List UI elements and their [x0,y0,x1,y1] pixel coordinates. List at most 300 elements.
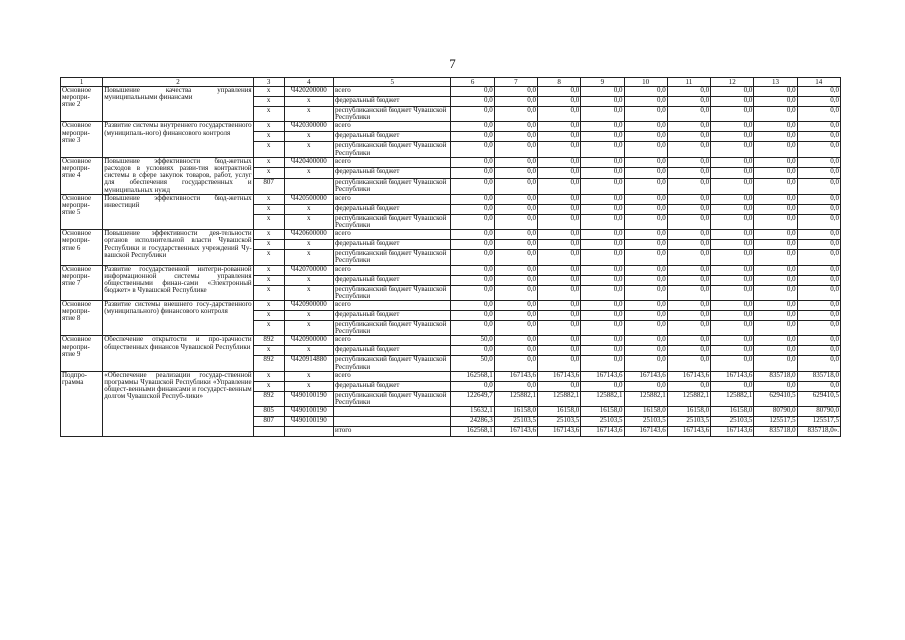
budget-class-code: x [284,381,333,391]
amount-cell: 0,0 [581,132,624,142]
funding-source: всего [334,265,451,275]
budget-class-code [284,427,333,437]
amount-cell: 0,0 [538,265,581,275]
amount-cell: 167143,6 [624,427,667,437]
executor-code: x [253,132,284,142]
amount-cell: 0,0 [624,214,667,229]
amount-cell: 50,0 [451,336,494,346]
amount-cell: 0,0 [581,178,624,194]
amount-cell: 0,0 [754,311,797,321]
program-label: Основное меропри-ятие 2 [61,87,103,122]
amount-cell: 0,0 [451,346,494,356]
amount-cell: 0,0 [538,321,581,336]
amount-cell: 0,0 [451,381,494,391]
budget-class-code: x [284,346,333,356]
amount-cell: 0,0 [581,265,624,275]
program-name: Повышение эффективности бюд-жетных расходов в условиях разви-тия контрактной системы в сфере закупок товаров, работ, услуг для обеспечения государственных и муниципальных нужд [104,157,252,194]
amount-cell: 125882,1 [494,391,537,406]
table-row [61,265,841,275]
amount-cell: 0,0 [797,301,840,311]
funding-source: федеральный бюджет [334,311,451,321]
amount-cell: 167143,6 [538,427,581,437]
amount-cell: 0,0 [711,381,754,391]
funding-source: республиканский бюджет Чувашской Республики [334,250,451,265]
amount-cell: 0,0 [581,381,624,391]
amount-cell: 167143,6 [581,371,624,381]
amount-cell: 0,0 [754,240,797,250]
amount-cell: 0,0 [494,301,537,311]
amount-cell: 0,0 [754,87,797,97]
amount-cell: 0,0 [711,230,754,240]
amount-cell: 16158,0 [624,407,667,417]
budget-class-code: Ч420900000 [284,301,333,311]
amount-cell: 50,0 [451,356,494,371]
amount-cell: 0,0 [538,214,581,229]
executor-code: 805 [253,407,284,417]
amount-cell: 0,0 [494,194,537,204]
amount-cell: 0,0 [754,285,797,300]
amount-cell: 0,0 [624,204,667,214]
amount-cell: 0,0 [494,275,537,285]
budget-table [60,77,841,437]
amount-cell: 0,0 [754,194,797,204]
amount-cell: 0,0 [494,356,537,371]
executor-code: 807 [253,417,284,427]
amount-cell: 0,0 [581,122,624,132]
amount-cell: 0,0 [581,301,624,311]
amount-cell: 0,0 [711,346,754,356]
amount-cell: 0,0 [494,214,537,229]
amount-cell: 0,0 [451,275,494,285]
program-name: Повышение эффективности дея-тельности органов исполнительной власти Чувашской Республики и государственных учреждений Чу-вашской Республики [103,230,253,265]
amount-cell: 16158,0 [667,407,710,417]
amount-cell: 0,0 [711,178,754,194]
amount-cell: 0,0 [451,285,494,300]
amount-cell: 0,0 [494,204,537,214]
amount-cell: 0,0 [797,275,840,285]
amount-cell: 0,0 [711,204,754,214]
executor-code: x [253,311,284,321]
program-label: Основное меропри-ятие 4 [61,157,103,194]
amount-cell: 0,0 [624,285,667,300]
amount-cell: 0,0 [754,356,797,371]
amount-cell: 0,0 [581,97,624,107]
amount-cell: 0,0 [581,250,624,265]
amount-cell: 0,0 [797,87,840,97]
amount-cell: 0,0 [667,87,710,97]
executor-code: x [253,371,284,381]
budget-class-code: x [284,371,333,381]
amount-cell: 835718,0». [797,427,840,437]
executor-code: x [253,230,284,240]
amount-cell: 0,0 [624,346,667,356]
executor-code: x [253,97,284,107]
table-row [61,371,841,381]
amount-cell: 0,0 [451,321,494,336]
budget-class-code: x [284,240,333,250]
budget-class-code [284,178,333,194]
amount-cell: 125517,5 [797,417,840,427]
amount-cell: 25103,5 [538,417,581,427]
amount-cell: 16158,0 [494,407,537,417]
amount-cell: 0,0 [667,356,710,371]
executor-code: x [253,346,284,356]
amount-cell: 0,0 [667,178,710,194]
amount-cell: 16158,0 [711,407,754,417]
table-row [61,194,841,204]
executor-code: x [253,214,284,229]
program-name: Развитие государственной интегри-рованной информационной системы управления общественными финан-сами «Электронный бюджет» в Чувашской Республике [103,265,253,300]
amount-cell: 0,0 [754,214,797,229]
page-number: 7 [449,56,456,71]
amount-cell: 0,0 [797,122,840,132]
amount-cell: 0,0 [797,265,840,275]
amount-cell: 0,0 [754,265,797,275]
amount-cell: 0,0 [711,275,754,285]
amount-cell: 0,0 [624,250,667,265]
column-number-row [61,78,841,87]
amount-cell: 25103,5 [581,417,624,427]
amount-cell: 0,0 [711,336,754,346]
column-number: 12 [711,78,754,87]
amount-cell: 0,0 [667,275,710,285]
table-row [61,122,841,132]
amount-cell: 0,0 [581,285,624,300]
funding-source: всего [334,87,451,97]
funding-source: федеральный бюджет [334,381,451,391]
funding-source: республиканский бюджет Чувашской Республики [334,178,451,194]
amount-cell: 0,0 [624,97,667,107]
amount-cell: 0,0 [451,230,494,240]
amount-cell: 0,0 [538,250,581,265]
budget-class-code: Ч420700000 [284,265,333,275]
amount-cell: 25103,5 [667,417,710,427]
amount-cell: 0,0 [538,157,581,167]
amount-cell: 125882,1 [667,391,710,406]
amount-cell: 0,0 [494,336,537,346]
amount-cell: 0,0 [754,178,797,194]
amount-cell: 25103,5 [624,417,667,427]
amount-cell: 0,0 [581,356,624,371]
budget-class-code: x [284,204,333,214]
amount-cell: 0,0 [538,87,581,97]
amount-cell: 0,0 [494,240,537,250]
amount-cell: 0,0 [581,142,624,157]
executor-code: x [253,275,284,285]
amount-cell: 0,0 [711,107,754,122]
program-name: Повышение качества управления муниципальными финансами [103,87,253,122]
program-name: Обеспечение открытости и про-зрачности общественных финансов Чувашской Республики [103,336,253,371]
executor-code: x [253,250,284,265]
amount-cell: 0,0 [667,122,710,132]
funding-source: федеральный бюджет [334,132,451,142]
amount-cell: 0,0 [797,346,840,356]
executor-code: x [253,321,284,336]
amount-cell: 0,0 [797,157,840,167]
amount-cell: 0,0 [538,311,581,321]
amount-cell: 0,0 [538,336,581,346]
amount-cell: 0,0 [581,214,624,229]
column-number: 7 [494,78,537,87]
amount-cell: 0,0 [797,311,840,321]
funding-source: федеральный бюджет [334,204,451,214]
amount-cell: 0,0 [494,107,537,122]
amount-cell: 80790,0 [754,407,797,417]
amount-cell: 0,0 [581,168,624,178]
amount-cell: 0,0 [538,346,581,356]
budget-class-code: x [284,275,333,285]
program-name: «Обеспечение реализации государ-ственной программы Чувашской Республики «Управление общест-венными финансами и государст-венным долгом Чувашской Респуб-лики» [103,371,253,436]
amount-cell: 0,0 [711,132,754,142]
amount-cell: 0,0 [538,97,581,107]
budget-class-code: Ч420900000 [284,336,333,346]
amount-cell: 0,0 [797,178,840,194]
amount-cell: 0,0 [451,142,494,157]
amount-cell: 0,0 [624,301,667,311]
amount-cell: 0,0 [667,240,710,250]
amount-cell: 0,0 [667,107,710,122]
amount-cell: 0,0 [451,214,494,229]
amount-cell: 0,0 [538,204,581,214]
amount-cell: 0,0 [797,230,840,240]
budget-class-code: x [284,250,333,265]
funding-source: федеральный бюджет [334,97,451,107]
executor-code: x [253,301,284,311]
column-number: 8 [538,78,581,87]
amount-cell: 0,0 [451,87,494,97]
column-number: 2 [103,78,253,87]
amount-cell: 0,0 [754,132,797,142]
budget-class-code: x [284,132,333,142]
funding-source: республиканский бюджет Чувашской Республики [334,356,451,371]
amount-cell: 0,0 [711,285,754,300]
amount-cell: 0,0 [667,336,710,346]
funding-source: итого [334,427,451,437]
amount-cell: 0,0 [624,168,667,178]
amount-cell: 0,0 [494,285,537,300]
budget-class-code: x [284,311,333,321]
amount-cell: 0,0 [451,122,494,132]
budget-class-code: x [284,142,333,157]
amount-cell: 0,0 [667,265,710,275]
amount-cell: 0,0 [624,107,667,122]
column-number: 5 [334,78,451,87]
amount-cell: 0,0 [711,168,754,178]
amount-cell: 0,0 [581,311,624,321]
executor-code: x [253,265,284,275]
amount-cell: 0,0 [754,157,797,167]
amount-cell: 0,0 [797,285,840,300]
amount-cell: 125882,1 [711,391,754,406]
funding-source: республиканский бюджет Чувашской Республики [334,285,451,300]
executor-code: x [253,122,284,132]
amount-cell: 0,0 [754,122,797,132]
amount-cell: 0,0 [667,97,710,107]
amount-cell: 0,0 [667,230,710,240]
amount-cell: 0,0 [538,230,581,240]
table-row [61,336,841,346]
amount-cell: 0,0 [667,214,710,229]
funding-source: всего [334,301,451,311]
amount-cell: 0,0 [451,204,494,214]
amount-cell: 0,0 [711,214,754,229]
amount-cell: 0,0 [797,107,840,122]
column-number: 14 [797,78,840,87]
table-row [61,230,841,240]
amount-cell: 0,0 [797,240,840,250]
amount-cell: 0,0 [581,204,624,214]
amount-cell: 0,0 [494,157,537,167]
amount-cell: 0,0 [494,346,537,356]
amount-cell: 167143,6 [711,371,754,381]
amount-cell: 0,0 [667,204,710,214]
amount-cell: 0,0 [538,132,581,142]
amount-cell: 125517,5 [754,417,797,427]
executor-code: x [253,107,284,122]
executor-code: 892 [253,356,284,371]
amount-cell: 0,0 [667,157,710,167]
funding-source: республиканский бюджет Чувашской Республики [334,107,451,122]
amount-cell: 0,0 [451,107,494,122]
executor-code: x [253,285,284,300]
amount-cell: 0,0 [711,311,754,321]
amount-cell: 629410,5 [754,391,797,406]
amount-cell: 0,0 [581,275,624,285]
amount-cell: 0,0 [624,311,667,321]
amount-cell: 0,0 [624,122,667,132]
funding-source: всего [334,336,451,346]
amount-cell: 0,0 [711,194,754,204]
amount-cell: 0,0 [711,87,754,97]
amount-cell: 0,0 [754,168,797,178]
amount-cell: 835718,0 [797,371,840,381]
program-label: Подпро-грамма [61,371,103,436]
budget-class-code: Ч420914880 [284,356,333,371]
amount-cell: 167143,6 [624,371,667,381]
amount-cell: 0,0 [451,132,494,142]
amount-cell: 167143,6 [667,371,710,381]
budget-class-code: Ч490100190 [284,407,333,417]
program-name: Развитие системы внутреннего государственного (муниципаль-ного) финансового контроля [103,122,253,157]
budget-class-code: Ч490100190 [284,391,333,406]
amount-cell: 0,0 [494,168,537,178]
amount-cell: 0,0 [797,142,840,157]
funding-source: всего [334,122,451,132]
amount-cell: 0,0 [624,87,667,97]
amount-cell: 0,0 [667,346,710,356]
amount-cell: 0,0 [451,194,494,204]
executor-code: 892 [253,336,284,346]
amount-cell: 0,0 [797,132,840,142]
column-number: 6 [451,78,494,87]
funding-source: всего [334,157,451,167]
amount-cell: 0,0 [451,301,494,311]
amount-cell: 0,0 [797,194,840,204]
amount-cell: 0,0 [494,97,537,107]
amount-cell: 0,0 [538,356,581,371]
executor-code: x [253,168,284,178]
program-label: Основное меропри-ятие 7 [61,265,103,300]
amount-cell: 0,0 [494,142,537,157]
amount-cell: 0,0 [797,381,840,391]
amount-cell: 0,0 [494,250,537,265]
amount-cell: 0,0 [711,265,754,275]
funding-source: федеральный бюджет [334,346,451,356]
amount-cell: 0,0 [538,194,581,204]
amount-cell: 0,0 [538,142,581,157]
amount-cell: 0,0 [797,168,840,178]
executor-code: x [253,240,284,250]
amount-cell: 0,0 [711,250,754,265]
amount-cell: 0,0 [538,107,581,122]
amount-cell: 0,0 [581,107,624,122]
amount-cell: 0,0 [494,265,537,275]
amount-cell: 0,0 [451,168,494,178]
amount-cell: 0,0 [754,321,797,336]
budget-class-code: Ч420600000 [284,230,333,240]
budget-class-code: Ч420300000 [284,122,333,132]
column-number: 11 [667,78,710,87]
amount-cell: 0,0 [494,122,537,132]
program-label: Основное меропри-ятие 5 [61,194,103,229]
executor-code: 892 [253,391,284,406]
budget-class-code: x [284,285,333,300]
amount-cell: 80790,0 [797,407,840,417]
amount-cell: 0,0 [711,97,754,107]
funding-source: федеральный бюджет [334,275,451,285]
amount-cell: 0,0 [797,204,840,214]
amount-cell: 0,0 [494,321,537,336]
amount-cell: 0,0 [451,97,494,107]
budget-class-code: x [284,214,333,229]
amount-cell: 0,0 [667,381,710,391]
funding-source: республиканский бюджет Чувашской Республики [334,142,451,157]
funding-source: всего [334,230,451,240]
amount-cell: 0,0 [754,107,797,122]
amount-cell: 0,0 [451,178,494,194]
amount-cell: 629410,5 [797,391,840,406]
amount-cell: 0,0 [624,265,667,275]
amount-cell: 0,0 [667,132,710,142]
table-row [61,301,841,311]
amount-cell: 0,0 [624,230,667,240]
amount-cell: 15632,1 [451,407,494,417]
amount-cell: 0,0 [797,214,840,229]
table-row [61,157,841,167]
table-row [61,87,841,97]
funding-source: всего [334,194,451,204]
executor-code [253,427,284,437]
amount-cell: 0,0 [624,240,667,250]
budget-class-code: Ч420400000 [284,157,333,167]
amount-cell: 0,0 [494,132,537,142]
amount-cell: 0,0 [451,265,494,275]
amount-cell: 0,0 [624,356,667,371]
amount-cell: 0,0 [754,381,797,391]
amount-cell: 16158,0 [538,407,581,417]
amount-cell: 0,0 [711,356,754,371]
program-label: Основное меропри-ятие 6 [61,230,103,265]
amount-cell: 0,0 [667,142,710,157]
amount-cell: 0,0 [624,142,667,157]
funding-source [334,407,451,417]
budget-class-code: x [284,168,333,178]
amount-cell: 0,0 [797,97,840,107]
amount-cell: 0,0 [667,321,710,336]
amount-cell: 0,0 [624,194,667,204]
amount-cell: 0,0 [797,250,840,265]
program-name: Повышение эффективности бюд-жетных инвестиций [103,194,253,229]
